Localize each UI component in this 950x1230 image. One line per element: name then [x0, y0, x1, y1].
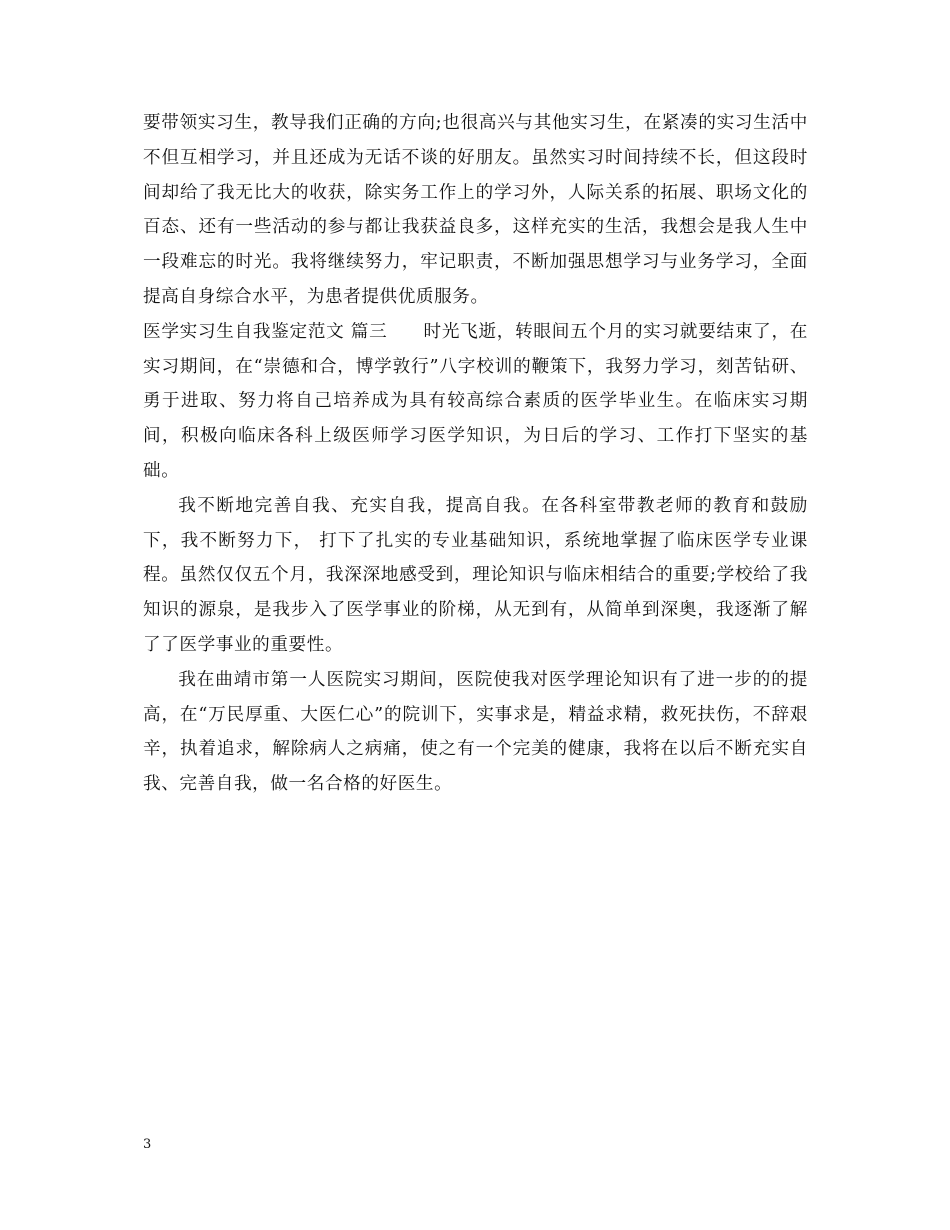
section-heading: 医学实习生自我鉴定范文 篇三	[143, 321, 388, 342]
paragraph-self-improvement: 我不断地完善自我、充实自我，提高自我。在各科室带教老师的教育和鼓励下，我不断努力下， 打下了扎实的专业基础知识，系统地掌握了临床医学专业课程。虽然仅仅五个月，我深深地感受到，理论知识与临床相结合的重要;学校给了我知识的源泉，是我步入了医学事业的阶梯，从无到有，从简单到深奥，我逐渐了解了了医学事业的重要性。	[143, 495, 808, 655]
document-body	[143, 106, 808, 802]
page-number: 3	[143, 1137, 152, 1152]
paragraph-continuation: 要带领实习生，教导我们正确的方向;也很高兴与其他实习生，在紧凑的实习生活中不但互相学习，并且还成为无话不谈的好朋友。虽然实习时间持续不长，但这段时间却给了我无比大的收获，除实务工作上的学习外，人际关系的拓展、职场文化的百态、还有一些活动的参与都让我获益良多，这样充实的生活，我想会是我人生中一段难忘的时光。我将继续努力，牢记职责，不断加强思想学习与业务学习，全面提高自身综合水平，为患者提供优质服务。	[143, 113, 808, 307]
paragraph-section-three	[143, 315, 808, 489]
section-three-text: 时光飞逝，转眼间五个月的实习就要结束了，在实习期间，在“崇德和合，博学敦行”八字校训的鞭策下，我努力学习，刻苦钻研、勇于进取、努力将自己培养成为具有较高综合素质的医学毕业生。在临床实习期间，积极向临床各科上级医师学习医学知识，为日后的学习、工作打下坚实的基础。	[143, 321, 808, 481]
paragraph-hospital-internship: 我在曲靖市第一人医院实习期间，医院使我对医学理论知识有了进一步的的提高，在“万民厚重、大医仁心”的院训下，实事求是，精益求精，救死扶伤，不辞艰辛，执着追求，解除病人之病痛，使之有一个完美的健康，我将在以后不断充实自我、完善自我，做一名合格的好医生。	[143, 669, 808, 795]
